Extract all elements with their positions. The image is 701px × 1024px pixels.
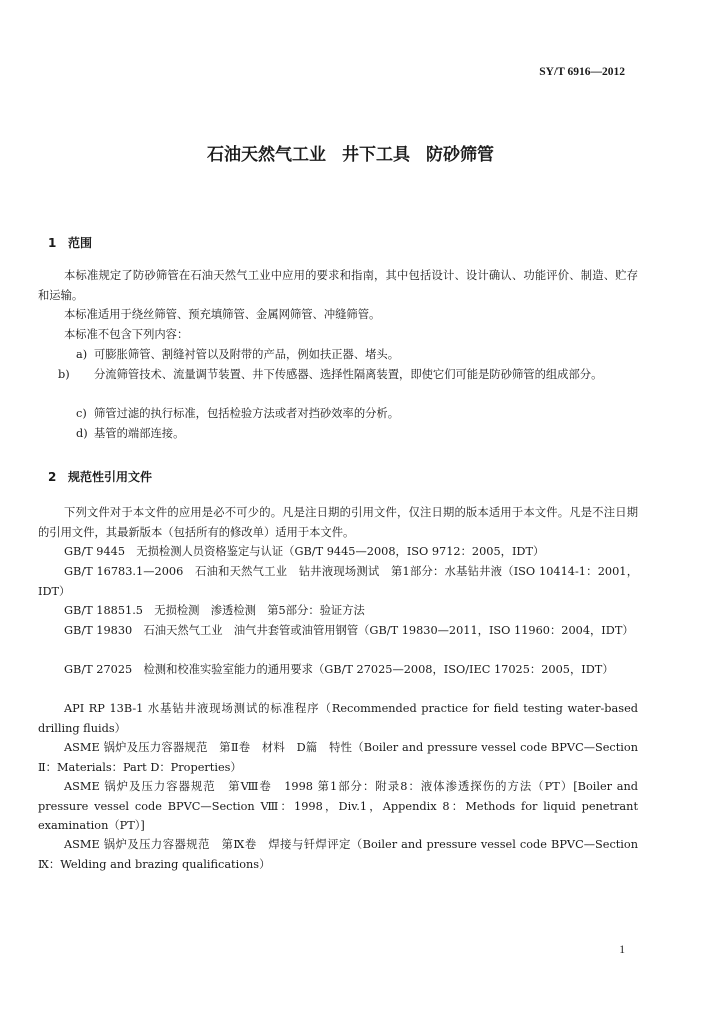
list-text: 筛管过滤的执行标准，包括检验方法或者对挡砂效率的分析。 — [94, 407, 400, 420]
reference-item: ASME 锅炉及压力容器规范 第Ⅱ卷 材料 D篇 特性（Boiler and pressure vessel code BPVC—Section Ⅱ：Materials：Part D：Properties） — [38, 741, 638, 774]
reference-item: GB/T 27025 检测和校准实验室能力的通用要求（GB/T 27025—2008，ISO/IEC 17025：2005，IDT） — [64, 663, 614, 676]
list-text: 基管的端部连接。 — [94, 427, 185, 440]
list-marker: b) — [58, 368, 70, 381]
list-marker: a) — [76, 348, 88, 361]
reference-item: GB/T 16783.1—2006 石油和天然气工业 钻井液现场测试 第1部分：水基钻井液（ISO 10414-1：2001，IDT） — [38, 565, 638, 598]
paragraph: 本标准规定了防砂筛管在石油天然气工业中应用的要求和指南，其中包括设计、设计确认、功能评价、制造、贮存和运输。 — [38, 269, 638, 302]
section-title: 规范性引用文件 — [68, 470, 153, 484]
paragraph: 本标准不包含下列内容： — [64, 328, 189, 341]
list-item — [76, 424, 638, 444]
reference-item: ASME 锅炉及压力容器规范 第Ⅸ卷 焊接与钎焊评定（Boiler and pressure vessel code BPVC—Section Ⅸ：Welding and brazing qualifications） — [38, 838, 638, 871]
reference-item: GB/T 9445 无损检测人员资格鉴定与认证（GB/T 9445—2008，ISO 9712：2005，IDT） — [64, 545, 545, 558]
section-1-heading — [48, 234, 92, 251]
list-text: 可膨胀筛管、割缝衬管以及附带的产品，例如扶正器、堵头。 — [94, 348, 400, 361]
paragraph: 下列文件对于本文件的应用是必不可少的。凡是注日期的引用文件，仅注日期的版本适用于本文件。凡是不注日期的引用文件，其最新版本（包括所有的修改单）适用于本文件。 — [38, 506, 638, 539]
section-2-heading — [48, 468, 152, 485]
reference-item: ASME 锅炉及压力容器规范 第Ⅷ卷 1998 第1部分：附录8：液体渗透探伤的方法（PT）[Boiler and pressure vessel code BPVC—Section Ⅷ：1998，Div.1，Appendix 8：Methods for liquid penetrant examination（PT）] — [38, 780, 638, 832]
list-item — [76, 345, 638, 365]
section-number: 2 — [48, 470, 57, 484]
section-title: 范围 — [68, 236, 93, 250]
standard-code: SY/T 6916—2012 — [539, 66, 625, 78]
list-marker: d) — [76, 427, 88, 440]
title-part-2: 井下工具 — [342, 145, 410, 165]
list-marker: c) — [76, 407, 87, 420]
section-number: 1 — [48, 236, 57, 250]
document-title — [0, 140, 701, 165]
list-item — [76, 404, 638, 424]
list-text: 分流筛管技术、流量调节装置、井下传感器、选择性隔离装置，即使它们可能是防砂筛管的组成部分。 — [94, 368, 603, 381]
title-part-3: 防砂筛管 — [426, 145, 494, 165]
title-part-1: 石油天然气工业 — [207, 145, 326, 165]
reference-item: API RP 13B-1 水基钻井液现场测试的标准程序（Recommended practice for field testing water-based drilling fluids） — [38, 702, 638, 735]
list-item — [58, 365, 656, 385]
paragraph: 本标准适用于绕丝筛管、预充填筛管、金属网筛管、冲缝筛管。 — [64, 308, 381, 321]
page-number: 1 — [619, 944, 625, 956]
reference-item: GB/T 19830 石油天然气工业 油气井套管或油管用钢管（GB/T 19830—2011，ISO 11960：2004，IDT） — [64, 624, 634, 637]
reference-item: GB/T 18851.5 无损检测 渗透检测 第5部分：验证方法 — [64, 604, 365, 617]
